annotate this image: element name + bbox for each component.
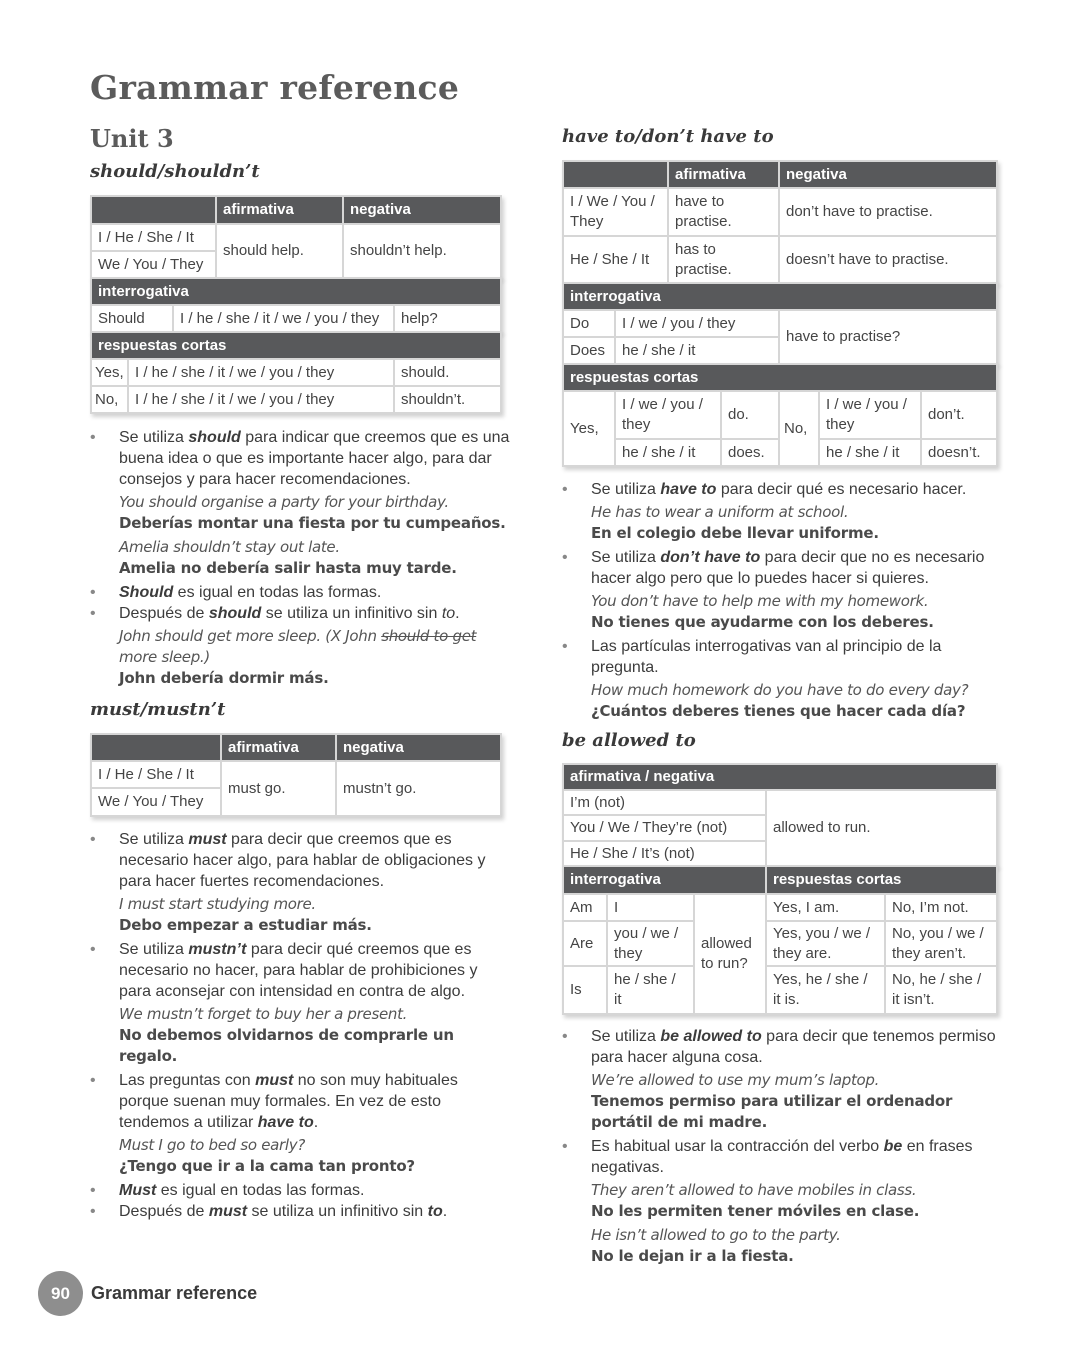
example-spanish: Tenemos permiso para utilizar el ordenador portátil de mi madre. <box>591 1092 953 1131</box>
affirmative-cell: should help. <box>216 224 343 278</box>
example-english: How much homework do you have to do every day? <box>591 681 969 699</box>
answer-cell: Yes, <box>563 391 615 466</box>
example <box>591 1180 1002 1222</box>
bullet-icon: • <box>90 941 96 958</box>
bullet-icon: • <box>562 1138 568 1155</box>
answer-cell: No, I’m not. <box>885 894 997 921</box>
example-english: Amelia shouldn’t stay out late. <box>119 538 340 556</box>
example <box>119 537 510 579</box>
be-allowed-to-heading: be allowed to <box>562 730 696 751</box>
strikethrough-text: should to get <box>381 627 477 645</box>
bullet-item <box>90 1201 510 1222</box>
respuestas-header: respuestas cortas <box>91 332 501 359</box>
negative-cell: doesn’t have to practise. <box>779 236 997 283</box>
note-text: Las partículas interrogativas van al principio de la pregunta. <box>591 638 942 676</box>
keyword: don’t have to <box>660 549 761 566</box>
answer-cell: should. <box>394 359 501 386</box>
keyword: Must <box>119 1182 157 1199</box>
subject-cell: We / You / They <box>91 251 216 278</box>
example-spanish: Deberías montar una fiesta por tu cumpeaños. <box>119 514 506 532</box>
have-to-forms-table <box>562 160 998 284</box>
should-notes <box>90 427 510 692</box>
bullet-icon: • <box>90 605 96 622</box>
example-english: We’re allowed to use my mum’s laptop. <box>591 1071 880 1089</box>
subject-cell: He / She / It <box>563 236 668 283</box>
question-cell: I <box>607 894 694 921</box>
have-to-question-table <box>562 282 998 365</box>
subject-cell: You / We / They’re (not) <box>563 815 766 841</box>
question-cell: Does <box>563 337 615 364</box>
answer-cell: No, <box>91 386 128 413</box>
example-english: I must start studying more. <box>119 895 316 913</box>
example-spanish: John debería dormir más. <box>119 669 329 687</box>
header-blank <box>563 161 668 188</box>
respuestas-header: respuestas cortas <box>563 364 997 391</box>
col-afirmativa: afirmativa <box>216 196 343 224</box>
bullet-icon: • <box>90 584 96 601</box>
interrogativa-header: interrogativa <box>563 866 766 894</box>
answer-cell: I / we / you / they <box>615 391 721 439</box>
col-negativa: negativa <box>779 161 997 188</box>
example <box>119 1135 510 1177</box>
bullet-item <box>90 582 510 603</box>
bullet-item <box>562 1026 1002 1133</box>
answer-cell: I / we / you / they <box>819 391 921 439</box>
respuestas-header: respuestas cortas <box>766 866 997 894</box>
subject-cell: I / We / You / They <box>563 188 668 236</box>
negative-cell: mustn’t go. <box>336 761 501 816</box>
example-spanish: ¿Cuántos deberes tienes que hacer cada día? <box>591 702 966 720</box>
example-spanish: Debo empezar a estudiar más. <box>119 916 372 934</box>
answer-cell: I / he / she / it / we / you / they <box>128 359 394 386</box>
must-forms-table <box>90 733 502 817</box>
answer-cell: No, <box>779 391 819 466</box>
keyword: should <box>188 429 241 446</box>
answer-cell: he / she / it <box>615 439 721 466</box>
question-cell: Is <box>563 966 607 1014</box>
bullet-item <box>562 479 1002 544</box>
keyword: to <box>427 1203 443 1220</box>
note-text: no son muy habituales porque suenan muy formales. En vez de esto tendemos a utilizar <box>119 1072 458 1131</box>
subject-cell: He / She / It’s (not) <box>563 841 766 866</box>
bullet-item <box>90 1070 510 1177</box>
verb-cell: allowed to run. <box>766 790 997 866</box>
question-cell: Are <box>563 921 607 966</box>
example-english: He isn’t allowed to go to the party. <box>591 1226 841 1244</box>
affirmative-cell: must go. <box>221 761 336 816</box>
example <box>119 626 510 689</box>
answer-cell: does. <box>721 439 779 466</box>
col-afirmativa: afirmativa <box>221 734 336 761</box>
note-text: Se utiliza <box>119 429 189 446</box>
question-cell: allowed to run? <box>694 894 766 1014</box>
answer-cell: Yes, <box>91 359 128 386</box>
question-cell: Should <box>91 305 173 332</box>
example-spanish: No le dejan ir a la fiesta. <box>591 1247 794 1265</box>
answer-cell: doesn’t. <box>921 439 997 466</box>
keyword: mustn’t <box>188 941 247 958</box>
interrogativa-header: interrogativa <box>563 283 997 310</box>
bullet-icon: • <box>562 1028 568 1045</box>
question-cell: I / we / you / they <box>615 310 779 337</box>
interrogativa-header: interrogativa <box>91 278 501 305</box>
bullet-icon: • <box>90 831 96 848</box>
note-text: Se utiliza <box>119 941 189 958</box>
subject-cell: I / He / She / It <box>91 224 216 251</box>
example-spanish: En el colegio debe llevar uniforme. <box>591 524 879 542</box>
answer-cell: Yes, you / we / they are. <box>766 921 885 966</box>
should-heading: should/shouldn’t <box>90 161 260 182</box>
answer-cell: don’t. <box>921 391 997 439</box>
example <box>119 492 510 534</box>
bullet-item <box>90 1180 510 1201</box>
example-spanish: ¿Tengo que ir a la cama tan pronto? <box>119 1157 415 1175</box>
example-spanish: No tienes que ayudarme con los deberes. <box>591 613 934 631</box>
question-cell: you / we / they <box>607 921 694 966</box>
example <box>591 591 1002 633</box>
bullet-icon: • <box>562 638 568 655</box>
answer-cell: No, he / she / it isn’t. <box>885 966 997 1014</box>
question-cell: help? <box>394 305 501 332</box>
page-number: 90 <box>38 1271 83 1316</box>
note-text: Se utiliza <box>591 549 661 566</box>
example-text: John should get more sleep. (X John <box>119 627 382 645</box>
note-text: para decir qué es necesario hacer. <box>716 481 967 498</box>
note-text: en frases negativas. <box>591 1138 973 1176</box>
answer-cell: No, you / we / they aren’t. <box>885 921 997 966</box>
question-cell: Am <box>563 894 607 921</box>
note-text: se utiliza un infinitivo sin <box>261 605 442 622</box>
example <box>591 502 1002 544</box>
subject-cell: I’m (not) <box>563 790 766 815</box>
be-allowed-question-table <box>562 865 998 1015</box>
example-spanish: Amelia no debería salir hasta muy tarde. <box>119 559 457 577</box>
have-to-short-answers-table <box>562 363 998 467</box>
note-text: para decir qué creemos que es necesario no hacer, para hablar de prohibiciones y para aconsejar con intensidad en contra de algo. <box>119 941 478 1000</box>
must-notes <box>90 829 510 1222</box>
affirmative-cell: have to practise. <box>668 188 779 236</box>
footer-label: Grammar reference <box>91 1283 258 1303</box>
example-text: more sleep.) <box>119 648 210 666</box>
header-blank <box>91 196 216 224</box>
keyword: must <box>255 1072 294 1089</box>
note-text: para decir que tenemos permiso para hacer alguna cosa. <box>591 1028 996 1066</box>
bullet-item <box>562 636 1002 722</box>
keyword: must <box>188 831 227 848</box>
bullet-icon: • <box>562 481 568 498</box>
note-text: se utiliza un infinitivo <box>247 1203 403 1220</box>
keyword: Should <box>119 584 174 601</box>
example <box>591 1070 1002 1133</box>
note-text: Se utiliza <box>591 1028 661 1045</box>
be-allowed-notes <box>562 1026 1002 1270</box>
example-spanish: No debemos olvidarnos de comprarle un regalo. <box>119 1026 454 1065</box>
example <box>119 894 510 936</box>
bullet-item <box>90 939 510 1067</box>
bullet-item <box>562 1136 1002 1267</box>
bullet-icon: • <box>90 429 96 446</box>
note-text: to <box>441 605 456 622</box>
answer-cell: he / she / it <box>819 439 921 466</box>
note-text: . <box>455 605 460 622</box>
note-text: es igual en todas las formas. <box>156 1182 365 1199</box>
subject-cell: I / He / She / It <box>91 761 221 788</box>
note-text: para decir que no es necesario hacer algo pero que lo puedes hacer si quieres. <box>591 549 985 587</box>
negative-cell: shouldn’t help. <box>343 224 501 278</box>
bullet-item <box>90 603 510 689</box>
example-english: They aren’t allowed to have mobiles in class. <box>591 1181 917 1199</box>
answer-cell: Yes, I am. <box>766 894 885 921</box>
example-spanish: No les permiten tener móviles en clase. <box>591 1202 920 1220</box>
header-blank <box>91 734 221 761</box>
example-english: You should organise a party for your birthday. <box>119 493 449 511</box>
answer-cell: do. <box>721 391 779 439</box>
col-negativa: negativa <box>343 196 501 224</box>
note-text: para decir que creemos que es necesario hacer algo, para hablar de obligaciones y para hacer fuertes recomendaciones. <box>119 831 486 890</box>
should-question-table <box>90 277 502 333</box>
question-cell: have to practise? <box>779 310 997 364</box>
keyword: be allowed to <box>660 1028 762 1045</box>
example <box>591 1225 1002 1267</box>
bullet-icon: • <box>90 1203 96 1220</box>
note-text: sin <box>402 1203 428 1220</box>
example-english <box>119 626 510 668</box>
bullet-icon: • <box>90 1072 96 1089</box>
have-to-heading: have to/don’t have to <box>562 126 774 147</box>
bullet-icon: • <box>562 549 568 566</box>
unit-heading: Unit 3 <box>90 124 174 153</box>
keyword: be <box>883 1138 903 1155</box>
answer-cell: shouldn’t. <box>394 386 501 413</box>
afirmativa-negativa-header: afirmativa / negativa <box>563 764 997 790</box>
keyword: have to <box>257 1114 314 1131</box>
note-text: es igual en todas las formas. <box>173 584 382 601</box>
note-text: Después de <box>119 605 209 622</box>
example <box>591 680 1002 722</box>
note-text: . <box>442 1203 448 1220</box>
example-english: He has to wear a uniform at school. <box>591 503 849 521</box>
note-text: para indicar que creemos que es una buena idea o que es importante hacer algo, para dar consejos y para hacer recomendaciones. <box>119 429 510 488</box>
keyword: must <box>208 1203 248 1220</box>
note-text: . <box>313 1114 319 1131</box>
keyword: should <box>208 605 262 622</box>
answer-cell: I / he / she / it / we / you / they <box>128 386 394 413</box>
subject-cell: We / You / They <box>91 788 221 816</box>
question-cell: he / she / it <box>615 337 779 364</box>
example <box>119 1004 510 1067</box>
be-allowed-forms-table <box>562 763 998 867</box>
note-text: Las preguntas con <box>119 1072 256 1089</box>
note-text: Es habitual usar la contracción del verbo <box>591 1138 884 1155</box>
should-forms-table <box>90 195 502 279</box>
example-english: We mustn’t forget to buy her a present. <box>119 1005 408 1023</box>
answer-cell: Yes, he / she / it is. <box>766 966 885 1014</box>
question-cell: I / he / she / it / we / you / they <box>173 305 394 332</box>
question-cell: Do <box>563 310 615 337</box>
should-short-answers-table <box>90 331 502 414</box>
bullet-icon: • <box>90 1182 96 1199</box>
note-text: Se utiliza <box>119 831 189 848</box>
bullet-item <box>90 829 510 936</box>
affirmative-cell: has to practise. <box>668 236 779 283</box>
bullet-item <box>562 547 1002 633</box>
example-english: You don’t have to help me with my homework. <box>591 592 929 610</box>
negative-cell: don’t have to practise. <box>779 188 997 236</box>
have-to-notes <box>562 479 1002 725</box>
note-text: Después de <box>119 1203 209 1220</box>
keyword: have to <box>660 481 717 498</box>
example-english: Must I go to bed so early? <box>119 1136 305 1154</box>
page-title: Grammar reference <box>90 68 460 107</box>
question-cell: he / she / it <box>607 966 694 1014</box>
note-text: Se utiliza <box>591 481 661 498</box>
col-afirmativa: afirmativa <box>668 161 779 188</box>
col-negativa: negativa <box>336 734 501 761</box>
must-heading: must/mustn’t <box>90 699 226 720</box>
bullet-item <box>90 427 510 579</box>
